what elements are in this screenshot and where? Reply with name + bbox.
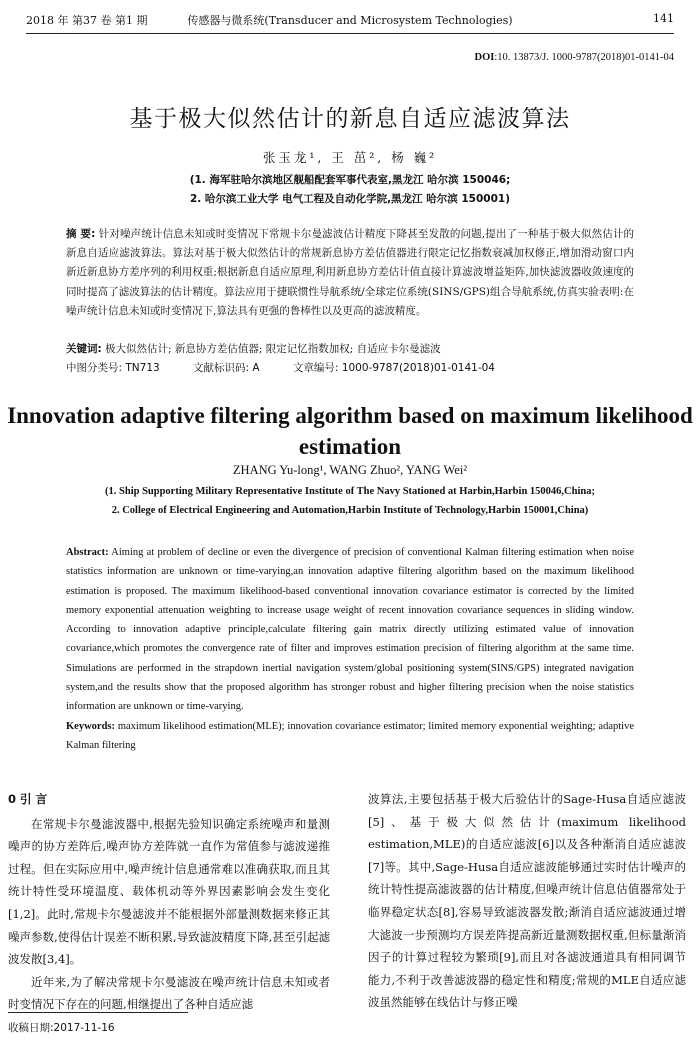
chinese-affiliation-2: 2. 哈尔滨工业大学 电气工程及自动化学院,黑龙江 哈尔滨 150001) (189, 193, 511, 205)
document-code: 文献标识码: A (193, 362, 260, 374)
classification-line (66, 360, 525, 375)
footnote-rule (8, 1012, 188, 1013)
english-title: Innovation adaptive filtering algorithm based on maximum likelihood estimation (7, 403, 693, 459)
doi-label: DOI (474, 52, 495, 63)
clc-number: 中图分类号: TN713 (66, 362, 160, 374)
english-affiliation-2: 2. College of Electrical Engineering and Automation,Harbin Institute of Technology,Harbin 150001,China) (111, 505, 589, 516)
english-keywords-label: Keywords: (66, 720, 115, 732)
chinese-abstract (66, 225, 634, 321)
intro-paragraph-1: 在常规卡尔曼滤波器中,根据先验知识确定系统噪声和量测噪声的协方差阵后,噪声协方差阵就一直作为常值参与滤波递推过程。但在实际应用中,噪声统计信息通常难以准确获取,而且其统计特性受环境温度、载体机动等外界因素影响会发生变化[1,2]。此时,常规卡尔曼滤波并不能根据外部量测数据来修正其噪声参数,使得估计误差不断积累,导致滤波精度下降,甚至引起滤波发散[3,4]。 (8, 816, 330, 967)
running-header (26, 10, 674, 30)
page-number: 141 (653, 12, 674, 25)
body-column-right (368, 788, 686, 1014)
journal-name: 传感器与微系统(Transducer and Microsystem Technologies) (187, 14, 513, 27)
body-column-left (8, 788, 330, 1016)
chinese-title: 基于极大似然估计的新息自适应滤波算法 (129, 106, 571, 132)
chinese-affiliation-1: (1. 海军驻哈尔滨地区舰船配套军事代表室,黑龙江 哈尔滨 150046; (189, 174, 511, 186)
section-heading: 0 引 言 (8, 792, 48, 806)
english-abstract (66, 543, 634, 755)
english-abstract-label: Abstract: (66, 547, 109, 558)
header-rule (26, 33, 674, 34)
english-authors: ZHANG Yu-long¹, WANG Zhuo², YANG Wei² (232, 463, 468, 477)
chinese-authors: 张玉龙¹, 王 茁², 杨 巍² (262, 150, 438, 165)
english-abstract-text: Aiming at problem of decline or even the divergence of precision of conventional Kalman filtering estimation when noise statistics information are unknown or time-varying,an innovation adaptive filtering algorithm based on the maximum likelihood estimation is proposed. The maximum likelihood-based conventional innovation covariance estimator is corrected by the limited memory exponential attenuation weighting to increase usage weight of recent innovation covariance sequences in sliding window. According to innovation adaptive principle,calculate filtering gain matrix directly utilizing estimated value of innovation covariance,which promotes the convergence rate of filter and improves estimation precision of filtering algorithm at the same time. Simulations are performed in the strapdown inertial navigation system/global positioning system(SINS/GPS) integrated navigation system,and the results show that the proposed algorithm has stronger robust and higher filtering precision when the noise statistics information are unknown or time-varying. (66, 547, 635, 713)
chinese-abstract-text: 针对噪声统计信息未知或时变情况下常规卡尔曼滤波估计精度下降甚至发散的问题,提出了一种基于极大似然估计的新息自适应滤波算法。算法对基于极大似然估计的常规新息协方差估值器进行限定记忆指数衰减加权修正,增加滑动窗口内新近新息协方差序列的利用权重;根据新息自适应原理,利用新息协方差估计值直接计算滤波增益矩阵,加快滤波器收敛速度的同时提高了滤波算法的估计精度。算法应用于捷联惯性导航系统/全球定位系统(SINS/GPS)组合导航系统,仿真实验表明:在噪声统计信息未知或时变情况下,算法具有更强的鲁棒性以及更高的滤波精度。 (66, 228, 635, 317)
received-date: 收稿日期:2017-11-16 (8, 1022, 115, 1034)
intro-paragraph-continued: 波算法,主要包括基于极大后验估计的Sage-Husa自适应滤波[5]、基于极大似然估计(maximum likelihood estimation,MLE)的自适应滤波[6]以及各种渐消自适应滤波[7]等。其中,Sage-Husa自适应滤波能够通过实时估计噪声的统计特性提高滤波器的估计精度,但噪声统计信息估值器常处于临界稳定状态[8],容易导致滤波器发散;渐消自适应滤波通过增大滤波一步预测均方误差阵提高新近量测数据权重,但标量渐消因子的计算过程较为繁琐[9],而且对各滤波通道具有相同调节能力,不利于改善滤波器的稳定性和精度;常规的MLE自适应滤波虽然能够在线估计与修正噪 (368, 792, 686, 1010)
english-affiliation-1: (1. Ship Supporting Military Representative Institute of The Navy Stationed at Harbin,Harbin 150046,China; (105, 486, 595, 497)
chinese-keywords-label: 关键词: (66, 343, 102, 355)
chinese-keywords (66, 340, 634, 359)
chinese-abstract-label: 摘 要: (66, 228, 96, 240)
article-number: 文章编号: 1000-9787(2018)01-0141-04 (292, 362, 495, 374)
doi (475, 52, 675, 63)
journal-issue: 2018 年 第37 卷 第1 期 (26, 14, 148, 27)
intro-paragraph-2: 近年来,为了解决常规卡尔曼滤波在噪声统计信息未知或者时变情况下存在的问题,相继提出了各种自适应滤 (8, 974, 330, 1012)
english-keywords-text: maximum likelihood estimation(MLE); innovation covariance estimator; limited memory exponential weighting; adaptive Kalman filtering (66, 720, 634, 751)
chinese-keywords-text: 极大似然估计; 新息协方差估值器; 限定记忆指数加权; 自适应卡尔曼滤波 (105, 343, 441, 355)
doi-value: :10. 13873/J. 1000-9787(2018)01-0141-04 (494, 52, 674, 63)
